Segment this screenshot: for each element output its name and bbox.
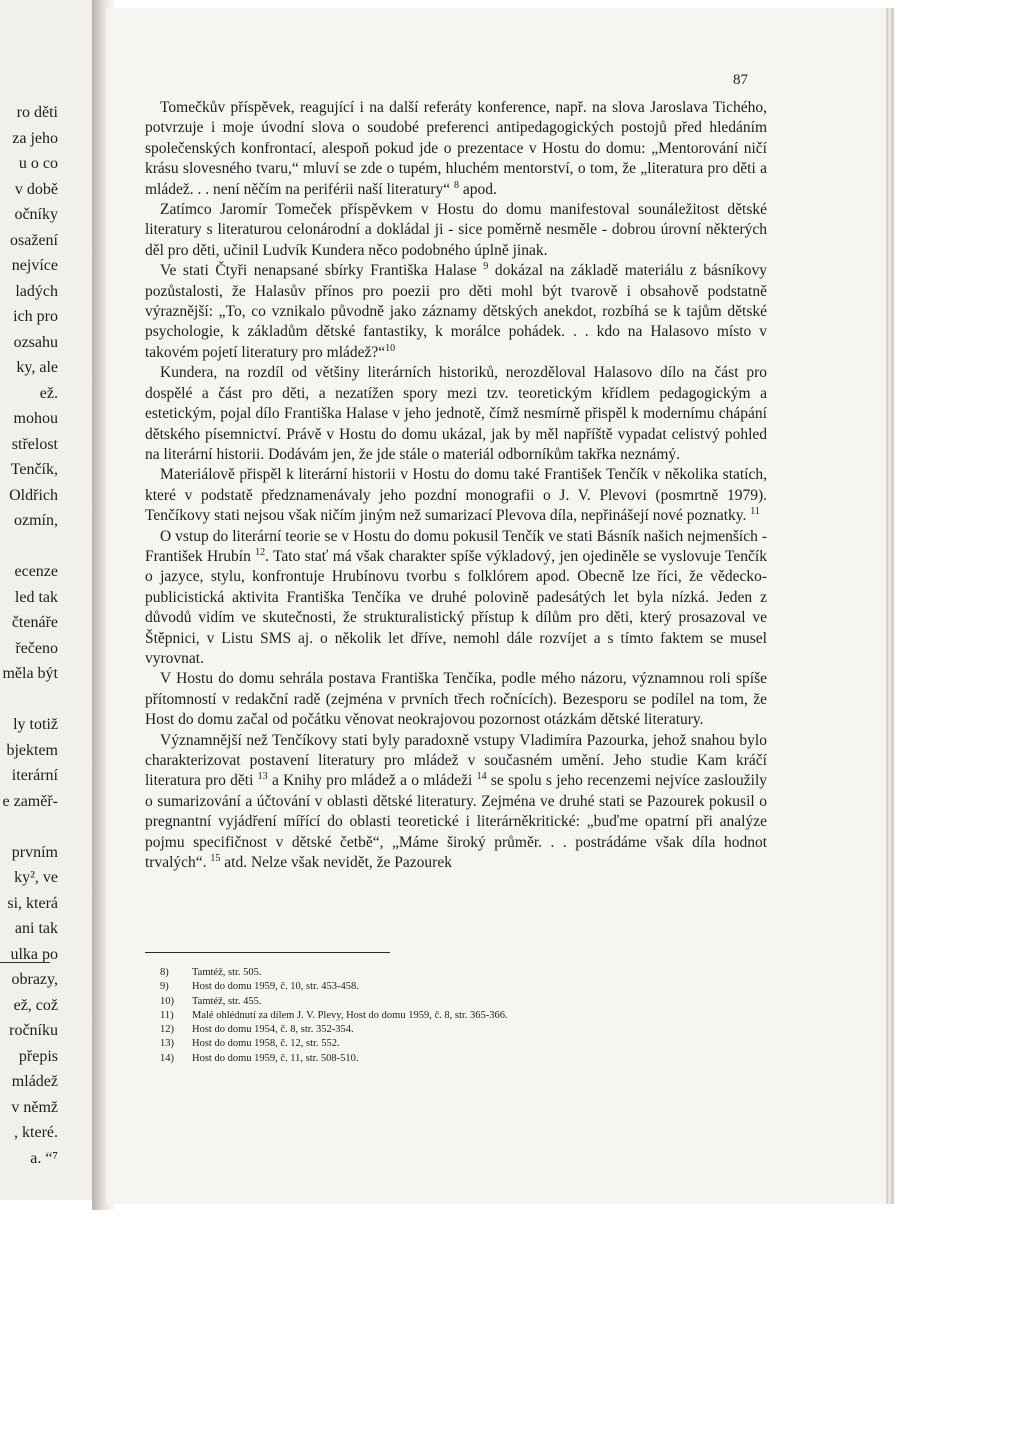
left-page-line: prvním [11,843,58,861]
paragraph-text: . Tato stať má však charakter spíše výkladový, jen ojediněle se vyslovuje Tenčík o jazyce, stylu, konfrontuje Hrubínovu tvorbu s folklórem apod. Obecně lze říci, že vědecko-publicistická aktivita Františka Tenčíka ve druhé polovině padesátých let byla nízká. Jeden z důvodů vidím ve skutečnosti, že strukturalistický přístup k dílům pro děti, který prosazoval ve Štěpnici, v Listu SMS aj. o několik let dříve, nemohl dále rozvíjet a s tímto faktem se musel vyrovnat. [145,547,767,667]
left-page-line: u o co [18,155,58,172]
footnote [160,995,680,1009]
paragraph-text: O vstup do literární teorie se v Hostu do domu pokusil Tenčík ve stati Básník našich nejmenších - František Hrubín [145,527,767,565]
left-page-line: ročníku [9,1022,58,1039]
left-page-line: ecenze [14,563,58,580]
left-page-line: střelost [11,435,58,453]
paragraph-p4 [145,363,767,465]
left-page-line [0,687,58,713]
left-page-line: měla být [2,665,58,682]
footnote-number: 12) [160,1024,174,1036]
footnotes [160,966,680,1066]
left-page-line: ly totiž [13,716,58,733]
paragraph-p8 [145,731,767,874]
left-page-line: ozmín, [14,512,58,529]
left-page-line: mohou [13,410,58,427]
left-page-line: a. “⁷ [30,1149,58,1167]
left-page-line: bjektem [6,741,58,759]
paragraph-text: dokázal na základě materiálu z básníkovy pozůstalosti, že Halasův přínos pro poezii pro děti mohl být tvarově i obsahově podstatně výraznější: „To, co vznikalo původně jako záznamy dětských anekdot, rozbíhá se k tajům dětské psychologie, k základům dětské fantastiky, k morálce pohádek. . . kdo na Halasovo místo v takovém pojetí literatury pro mládež?“ [145,262,767,361]
paragraph-text: Zatímco Jaromír Tomeček příspěvkem v Hostu do domu manifestoval sounáležitost dětské literatury s literaturou celonárodní a dokládal ji - sice poměrně nesměle - dobrou úrovní některých děl pro děti, učinil Ludvík Kundera něco podobného úplně jinak. [145,201,767,259]
footnote-text: Host do domu 1954, č. 8, str. 352-354. [192,1024,354,1036]
footnote-text: Host do domu 1958, č. 12, str. 552. [192,1038,340,1050]
left-page-text-fragments [0,100,58,1171]
paragraph-text: V Hostu do domu sehrála postava Františka Tenčíka, podle mého názoru, významnou roli spíše přítomností v redakční radě (zejména v prvních třech ročnících). Bezesporu se podílel na tom, že Host do domu začal od počátku věnovat neokrajovou pozornost otázkám dětské literatury. [145,670,767,729]
footnote-text: Host do domu 1959, č. 10, str. 453-458. [192,981,359,993]
left-page-line: ani tak [14,920,58,937]
left-page-line: Oldřich [9,486,58,504]
footnote [160,1052,680,1066]
paragraph-p1 [145,98,767,200]
paragraph-p2 [145,200,767,261]
left-page-line: ky², ve [14,869,58,886]
footnote-number: 13) [160,1038,174,1050]
left-page-line: očníky [14,206,58,223]
paragraph-p7 [145,669,767,730]
left-page-line: iterární [11,767,58,784]
paragraph-p6 [145,527,767,670]
paragraph-text: Ve stati Čtyři nenapsané sbírky Františka Halase [160,262,484,280]
left-page-line: v době [14,180,58,198]
left-page-line: si, která [7,894,58,912]
paragraph-p3 [145,261,767,363]
footnote-text: Host do domu 1959, č. 11, str. 508-510. [192,1052,359,1064]
left-page-line: řečeno [15,639,58,657]
footnote-reference: 15 [210,852,221,864]
footnote-reference: 10 [385,342,396,354]
left-page-line: nejvíce [11,257,58,274]
left-page-line: ež. [39,384,58,402]
paragraph-p5 [145,465,767,526]
footnote-rule [145,952,390,953]
paragraph-text: a Knihy pro mládež a o mládeži [267,772,477,790]
footnote [160,1023,680,1037]
footnote-text: Tamtéž, str. 455. [192,995,262,1007]
left-page-line: za jeho [12,129,58,147]
left-page-line: Tenčík, [10,461,58,478]
left-page-line: e zaměř- [2,792,58,810]
footnote-reference: 12 [255,546,266,558]
footnote [160,980,680,994]
footnote-text: Malé ohlédnutí za dílem J. V. Plevy, Host do domu 1959, č. 8, str. 365-366. [192,1009,508,1021]
page-number: 87 [733,72,748,88]
footnote-number: 10) [160,995,174,1007]
body-text [145,98,767,873]
paragraph-text: Tomečkův příspěvek, reagující i na další referáty konference, např. na slova Jaroslava Tichého, potvrzuje i moje úvodní slova o soudobé preferenci antipedagogických postojů před hledáním společenských konfrontací, alespoň pokud jde o prezentace v Hostu do domu: „Mentorování ničí krásu slovesného tvaru,“ mluví se zde o tupém, hluchém mentorství, o tom, že „literatura pro děti a mládež. . . není něčím na periférii naší literatury“ [145,99,767,198]
left-page-line: ež, což [13,996,58,1014]
left-page-line: led tak [14,588,58,606]
left-page-line: čtenáře [11,614,58,631]
left-page-line: ky, ale [16,359,58,376]
footnote-reference: 9 [483,261,489,273]
left-page-line: obrazy, [11,971,58,988]
left-page-line: přepis [18,1047,58,1065]
footnote-number: 11) [160,1009,174,1021]
paragraph-text: apod. [459,180,497,198]
left-page-line: ulka po [10,945,58,963]
footnote-reference: 11 [750,505,760,517]
left-page-line: ladých [15,282,58,300]
footnote [160,1037,680,1051]
left-page-footnote-rule [0,962,50,963]
footnote-reference: 13 [257,771,268,783]
left-page-line: mládež [11,1073,58,1090]
footnote [160,966,680,980]
paragraph-text: Materiálově přispěl k literární historii v Hostu do domu také František Tenčík v několika statích, které v podstatě předznamenávaly jeho pozdní monografii o J. V. Plevovi (posmrtně 1979). Tenčíkovy stati nejsou však ničím jiným než sumarizací Plevova díla, nepřinášejí nové poznatky. [145,466,767,525]
paragraph-text: atd. Nelze však nevidět, že Pazourek [220,854,452,872]
left-page-line [0,534,58,560]
footnote-number: 9) [160,981,169,993]
footnote-number: 14) [160,1052,174,1064]
left-page-line [0,814,58,840]
left-page-line: , které. [14,1124,58,1141]
footnote-reference: 14 [476,771,487,783]
footnote [160,1009,680,1023]
footnote-number: 8) [160,967,169,978]
paragraph-text: Významnější než Tenčíkovy stati byly paradoxně vstupy Vladimíra Pazourka, jehož snahou bylo charakterizovat postavení literatury pro mládež v současném umění. Jeho studie Kam kráčí literatura pro děti [145,731,767,790]
left-page-line: ich pro [13,308,58,325]
left-page-line: ro děti [16,104,58,121]
paragraph-text: Kundera, na rozdíl od většiny literárních historiků, nerozděloval Halasovo dílo na část pro dospělé a část pro děti, a nezatížen spory mezi tzv. teoretickým křídlem pedagogickým a estetickým, pojal dílo Františka Halase v jeho jednotě, čímž nesmírně přispěl k modernímu chápání dětského písemnictví. Právě v Hostu do domu ukázal, jak by měl napříště vypadat celistvý pohled na literární historii. Dodávám jen, že jde stále o materiál odborníkům takřka neznámý. [145,364,767,463]
left-page-line: ozsahu [13,333,58,351]
footnote-text: Tamtéž, str. 505. [192,967,262,978]
paragraph-text: se spolu s jeho recenzemi nejvíce zasloužily o sumarizování a účtování v oblasti dětské literatury. Zejména ve druhé stati se Pazourek pokusil o pregnantní vyjádření mířící do oblasti teoretické i literárněkritické: „buďme opatrní při analýze pojmu specifičnost v dětské četbě“, „Máme široký průměr. . . postrádáme však díla hodnot trvalých“. [145,772,768,872]
left-page-line: v němž [11,1098,58,1116]
footnote-reference: 8 [454,179,460,191]
left-page-line: osažení [10,231,58,249]
